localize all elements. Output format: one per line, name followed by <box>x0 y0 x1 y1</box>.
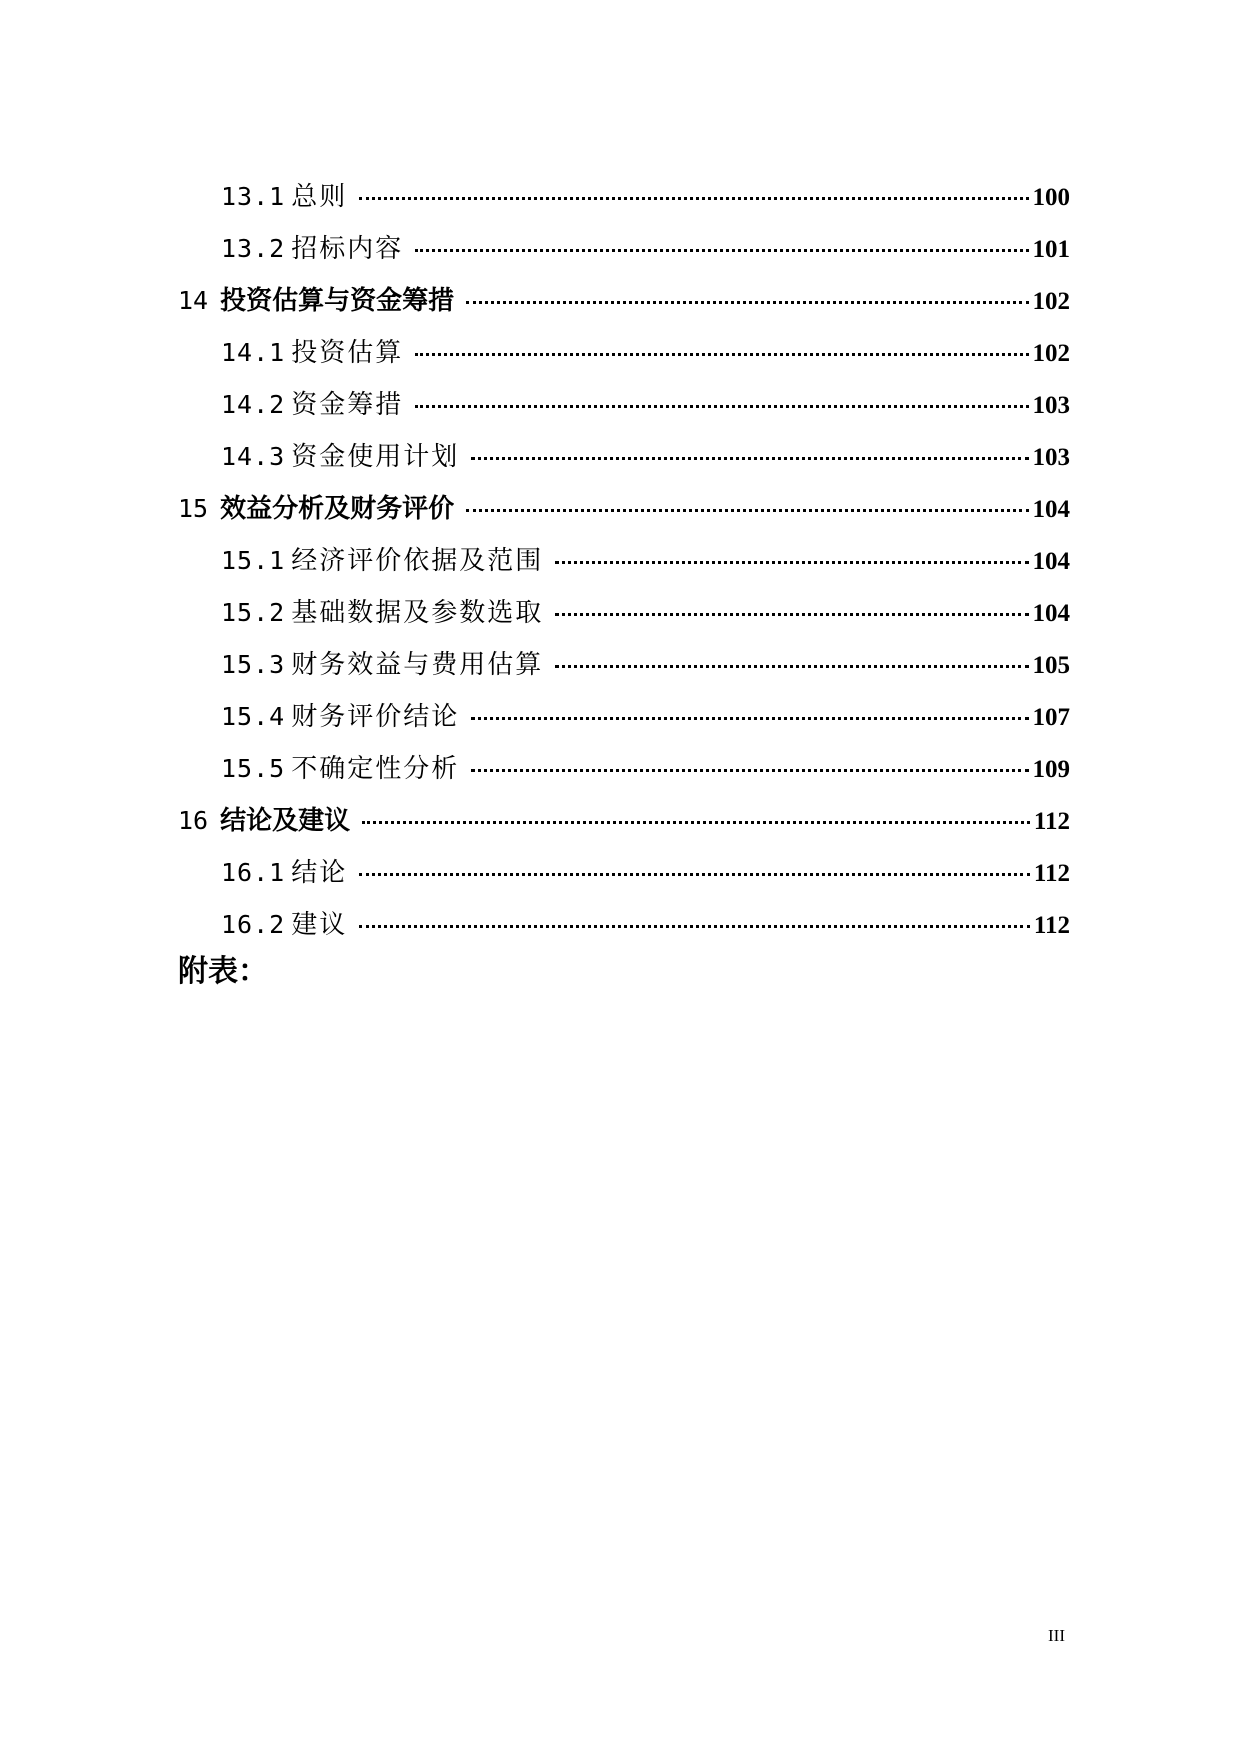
toc-entry[interactable] <box>221 176 1070 216</box>
toc-entry-page: 103 <box>1032 444 1070 471</box>
toc-entry-number: 15 <box>178 494 209 523</box>
toc-leader-dots <box>359 197 1028 200</box>
toc-entry-page: 109 <box>1032 756 1070 783</box>
toc-entry-title: 效益分析及财务评价 <box>220 494 455 524</box>
toc-entry-page: 101 <box>1032 236 1070 263</box>
toc-entry-title: 投资估算 <box>291 338 404 368</box>
toc-entry[interactable] <box>221 436 1070 476</box>
toc-leader-dots <box>359 925 1030 928</box>
toc-entry-page: 105 <box>1032 652 1070 679</box>
toc-entry-page: 107 <box>1032 704 1070 731</box>
toc-entry-number: 15.3 <box>221 650 286 679</box>
toc-leader-dots <box>415 353 1028 356</box>
toc-entry-title: 投资估算与资金筹措 <box>220 286 455 316</box>
toc-entry-page: 112 <box>1033 912 1070 939</box>
toc-entry[interactable] <box>221 644 1070 684</box>
toc-entry[interactable] <box>221 904 1070 944</box>
toc-leader-dots <box>362 821 1030 824</box>
toc-entry-title: 结论及建议 <box>220 806 351 836</box>
toc-entry-title: 财务效益与费用估算 <box>291 650 544 680</box>
appendix-heading: 附表： <box>178 954 268 989</box>
toc-leader-dots <box>471 717 1028 720</box>
toc-entry[interactable] <box>221 540 1070 580</box>
toc-entry[interactable] <box>221 696 1070 736</box>
toc-leader-dots <box>555 613 1028 616</box>
toc-entry-page: 102 <box>1032 288 1070 315</box>
toc-leader-dots <box>359 873 1030 876</box>
toc-entry-title: 招标内容 <box>291 234 404 264</box>
toc-entry-page: 104 <box>1032 548 1070 575</box>
toc-entry-title: 资金使用计划 <box>291 442 460 472</box>
toc-entry-page: 104 <box>1032 496 1070 523</box>
toc-entry-title: 建议 <box>291 910 348 940</box>
toc-entry-number: 16.1 <box>221 858 286 887</box>
toc-entry[interactable] <box>221 748 1070 788</box>
toc-entry-number: 13.1 <box>221 182 286 211</box>
toc-leader-dots <box>466 301 1028 304</box>
toc-entry-title: 总则 <box>291 182 348 212</box>
toc-entry-page: 102 <box>1032 340 1070 367</box>
toc-entry-number: 16.2 <box>221 910 286 939</box>
toc-entry-number: 14.3 <box>221 442 286 471</box>
toc-entry-number: 13.2 <box>221 234 286 263</box>
toc-entry[interactable] <box>221 852 1070 892</box>
page-number: III <box>1048 1626 1065 1645</box>
toc-entry[interactable] <box>221 384 1070 424</box>
toc-entry-title: 经济评价依据及范围 <box>291 546 544 576</box>
toc-entry-title: 结论 <box>291 858 348 888</box>
toc-entry-title: 基础数据及参数选取 <box>291 598 544 628</box>
toc-entry-number: 16 <box>178 806 209 835</box>
toc-entry-number: 15.1 <box>221 546 286 575</box>
toc-entry-number: 15.5 <box>221 754 286 783</box>
toc-entry-page: 103 <box>1032 392 1070 419</box>
toc-chapter-entry[interactable] <box>178 800 1070 840</box>
toc-leader-dots <box>555 561 1028 564</box>
toc-entry[interactable] <box>221 592 1070 632</box>
toc-entry-number: 15.4 <box>221 702 286 731</box>
toc-entry[interactable] <box>221 228 1070 268</box>
toc-entry-title: 不确定性分析 <box>291 754 460 784</box>
toc-chapter-entry[interactable] <box>178 280 1070 320</box>
toc-chapter-entry[interactable] <box>178 488 1070 528</box>
toc-entry-page: 104 <box>1032 600 1070 627</box>
toc-leader-dots <box>415 249 1028 252</box>
toc-entry-title: 资金筹措 <box>291 390 404 420</box>
toc-entry-page: 100 <box>1032 184 1070 211</box>
toc-leader-dots <box>471 769 1028 772</box>
toc-leader-dots <box>415 405 1028 408</box>
toc-entry-page: 112 <box>1033 808 1070 835</box>
toc-entry-title: 财务评价结论 <box>291 702 460 732</box>
toc-entry-number: 14.1 <box>221 338 286 367</box>
toc-leader-dots <box>466 509 1028 512</box>
toc-entry-page: 112 <box>1033 860 1070 887</box>
toc-entry-number: 14 <box>178 286 209 315</box>
toc-entry-number: 15.2 <box>221 598 286 627</box>
toc-leader-dots <box>471 457 1028 460</box>
toc-entry[interactable] <box>221 332 1070 372</box>
toc-entry-number: 14.2 <box>221 390 286 419</box>
toc-leader-dots <box>555 665 1028 668</box>
